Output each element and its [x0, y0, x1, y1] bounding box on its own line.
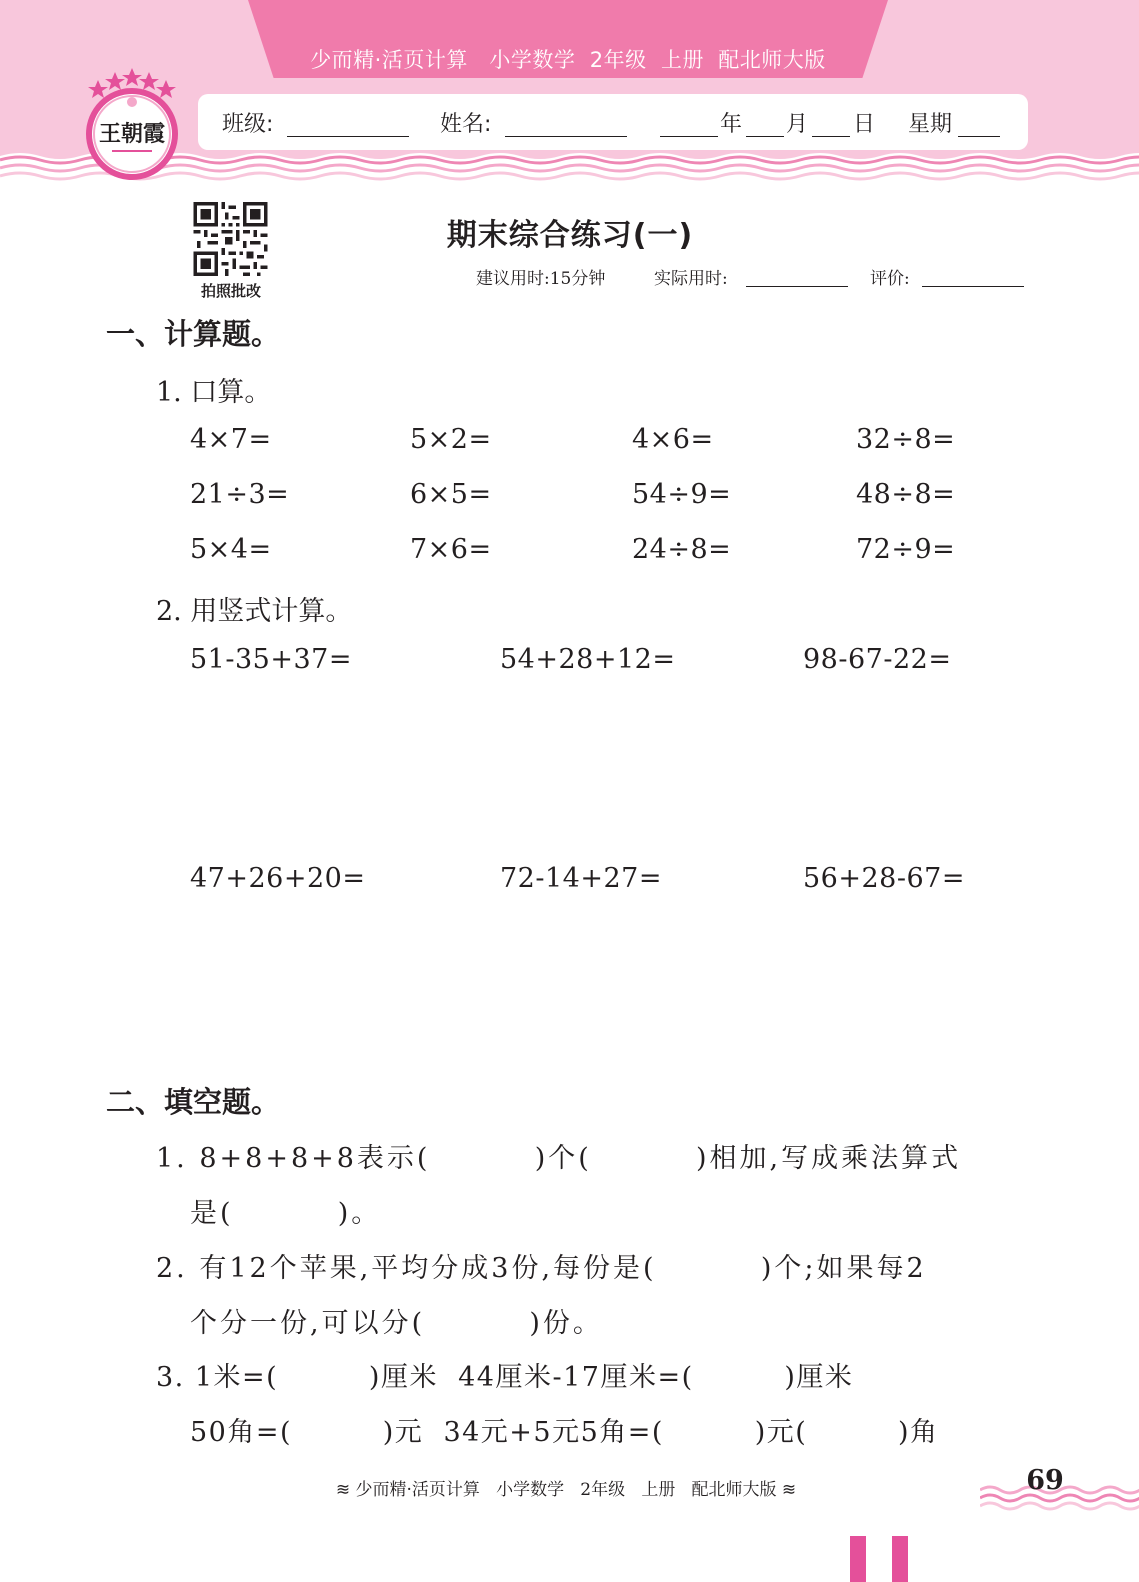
fill-question-2-cont: 个分一份,可以分( )份。	[190, 1308, 603, 1339]
fill-question-2: 2. 有12个苹果,平均分成3份,每份是( )个;如果每2	[156, 1253, 927, 1284]
vertical-calc-problem: 47+26+20=	[190, 863, 366, 894]
student-info-box	[198, 94, 1028, 150]
oral-problem: 6×5=	[410, 479, 492, 510]
fill-question-3: 3. 1米=( )厘米 44厘米-17厘米=( )厘米	[156, 1362, 854, 1393]
weekday-label: 星期	[908, 112, 953, 137]
footer-series: ≋ 少而精·活页计算 小学数学 2年级 上册 配北师大版 ≋	[335, 1480, 797, 1500]
qr-caption: 拍照批改	[200, 282, 261, 300]
month-label: 月	[786, 112, 809, 137]
series-title: 少而精·活页计算 小学数学 2年级 上册 配北师大版	[310, 48, 826, 72]
binder-tab	[850, 1536, 866, 1582]
vertical-calc-problem: 54+28+12=	[500, 644, 676, 675]
oral-problem: 4×7=	[190, 424, 272, 455]
oral-problem: 5×4=	[190, 534, 272, 565]
day-field[interactable]	[812, 136, 850, 137]
section-2-heading: 二、填空题。	[106, 1085, 281, 1119]
qr-code[interactable]	[192, 202, 269, 276]
oral-problem: 72÷9=	[856, 534, 956, 565]
fill-question-1-cont: 是( )。	[190, 1198, 382, 1229]
question-1-label: 1. 口算。	[156, 377, 272, 408]
name-field[interactable]	[505, 136, 627, 137]
oral-problem: 4×6=	[632, 424, 714, 455]
fill-question-3-cont: 50角=( )元 34元+5元5角=( )元( )角	[190, 1417, 939, 1448]
rating-field[interactable]	[922, 286, 1024, 287]
class-field[interactable]	[287, 136, 409, 137]
oral-problem: 54÷9=	[632, 479, 732, 510]
oral-problem: 7×6=	[410, 534, 492, 565]
oral-problem: 32÷8=	[856, 424, 956, 455]
suggested-time: 建议用时:15分钟	[476, 269, 606, 289]
rating-label: 评价:	[870, 269, 910, 289]
question-2-label: 2. 用竖式计算。	[156, 596, 353, 627]
actual-time-label: 实际用时:	[654, 269, 728, 289]
year-field[interactable]	[660, 136, 718, 137]
page-title: 期末综合练习(一)	[446, 218, 694, 253]
day-label: 日	[853, 112, 876, 137]
fill-question-1: 1. 8+8+8+8表示( )个( )相加,写成乘法算式	[156, 1143, 962, 1174]
section-1-heading: 一、计算题。	[106, 317, 281, 351]
class-label: 班级:	[222, 112, 274, 137]
vertical-calc-problem: 56+28-67=	[803, 863, 965, 894]
binder-tab	[892, 1536, 908, 1582]
actual-time-field[interactable]	[746, 286, 848, 287]
vertical-calc-problem: 98-67-22=	[803, 644, 952, 675]
year-label: 年	[720, 112, 743, 137]
month-field[interactable]	[746, 136, 784, 137]
vertical-calc-problem: 51-35+37=	[190, 644, 352, 675]
oral-problem: 21÷3=	[190, 479, 290, 510]
oral-problem: 24÷8=	[632, 534, 732, 565]
page-number: 69	[1026, 1465, 1064, 1496]
brand-logo	[78, 68, 186, 180]
oral-problem: 48÷8=	[856, 479, 956, 510]
svg-text:王朝霞: 王朝霞	[98, 121, 166, 147]
vertical-calc-problem: 72-14+27=	[500, 863, 662, 894]
weekday-field[interactable]	[958, 136, 1000, 137]
oral-problem: 5×2=	[410, 424, 492, 455]
name-label: 姓名:	[440, 112, 492, 137]
